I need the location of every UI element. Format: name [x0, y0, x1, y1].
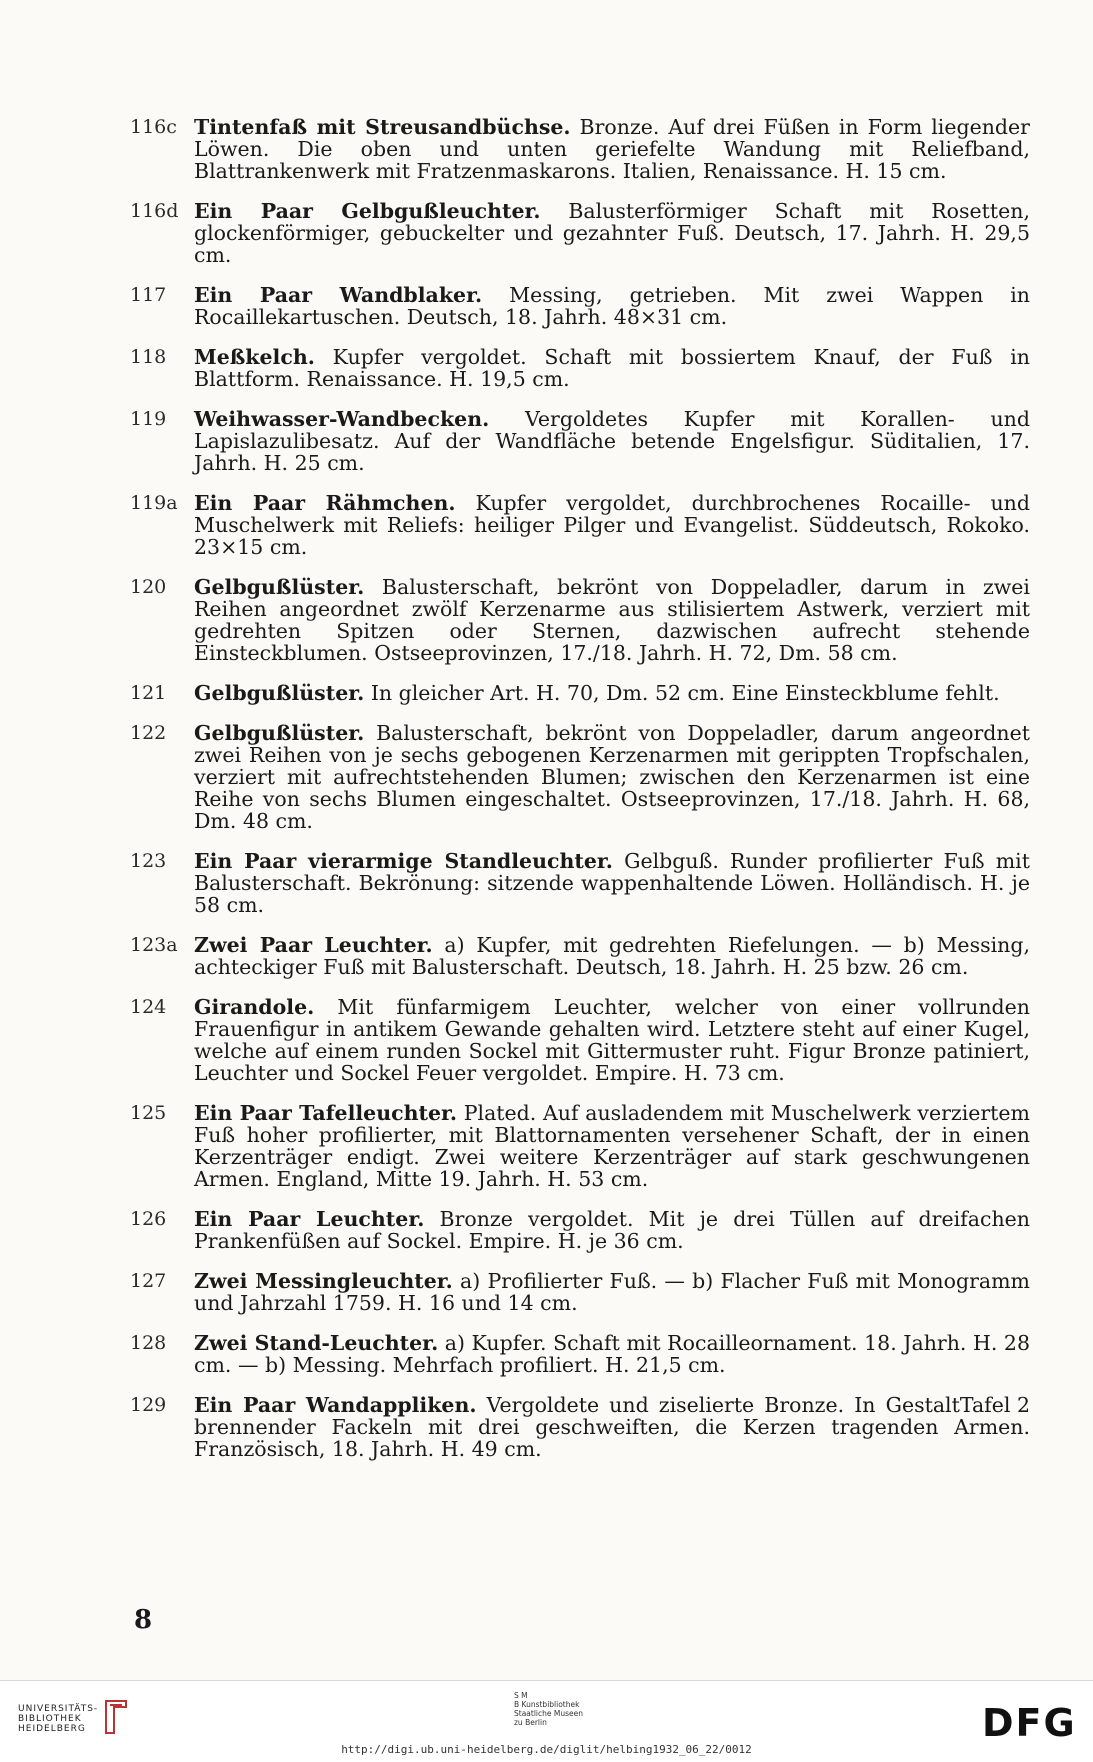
catalog-entry: [130, 346, 1030, 390]
entry-text: Balusterförmiger Schaft mit Rosetten, glockenförmiger, gebuckelter und gezahnter Fuß. Deutsch, 17. Jahrh. H. 29,5 cm.: [194, 199, 1030, 267]
catalog-entry: [130, 408, 1030, 474]
entry-number: 124: [130, 996, 167, 1018]
entry-title: Gelbgußlüster.: [194, 681, 365, 705]
entry-number: 116d: [130, 200, 179, 222]
entry-text: Balusterschaft, bekrönt von Doppeladler, darum angeordnet zwei Reihen von je sechs gebogenen Kerzenarmen mit gerippten Tropfschalen, verziert mit aufrechtstehenden Blumen; zwischen den Kerzenarmen ist eine Reihe von sechs Blumen eingeschaltet. Ostseeprovinzen, 17./18. Jahrh. H. 68, Dm. 48 cm.: [194, 721, 1030, 833]
entry-description: [194, 1208, 1030, 1252]
entry-description: [194, 284, 1030, 328]
entry-description: [194, 722, 1030, 832]
entry-text: Gelbguß. Runder profilierter Fuß mit Balusterschaft. Bekrönung: sitzende wappenhaltende Löwen. Holländisch. H. je 58 cm.: [194, 849, 1030, 917]
catalog-entry: [130, 492, 1030, 558]
entry-number: 120: [130, 576, 167, 598]
entry-text: a) Kupfer. Schaft mit Rocailleornament. 18. Jahrh. H. 28 cm. — b) Messing. Mehrfach profiliert. H. 21,5 cm.: [194, 1331, 1030, 1377]
entry-number: 123a: [130, 934, 178, 956]
catalog-entry: [130, 850, 1030, 916]
entry-title: Ein Paar Gelbgußleuchter.: [194, 199, 541, 223]
entry-title: Tintenfaß mit Streusandbüchse.: [194, 115, 571, 139]
catalog-entry: [130, 576, 1030, 664]
source-url-link[interactable]: http://digi.ub.uni-heidelberg.de/diglit/helbing1932_06_22/0012: [341, 1743, 752, 1756]
entry-number: 119: [130, 408, 167, 430]
entry-description: [194, 408, 1030, 474]
entry-title: Ein Paar vierarmige Standleuchter.: [194, 849, 613, 873]
entry-text: Plated. Auf ausladendem mit Muschelwerk verziertem Fuß hoher profilierter, mit Blattornamenten versehener Schaft, der in einen Kerzenträger endigt. Zwei weitere Kerzenträger auf stark geschwungenen Armen. England, Mitte 19. Jahrh. H. 53 cm.: [194, 1101, 1030, 1191]
entry-description: [194, 996, 1030, 1084]
entry-text: Vergoldete und ziselierte Bronze. In Gestalt brennender Fackeln mit drei geschweiften, die Kerzen tragenden Armen. Französisch, 18. Jahrh. H. 49 cm.: [194, 1393, 1030, 1461]
entry-text: Messing, getrieben. Mit zwei Wappen in Rocaillekartuschen. Deutsch, 18. Jahrh. 48×31 cm.: [194, 283, 1030, 329]
entry-title: Ein Paar Wandappliken.: [194, 1393, 477, 1417]
entry-number: 117: [130, 284, 167, 306]
entry-description: [194, 576, 1030, 664]
dfg-logo: DFG: [982, 1701, 1077, 1745]
entry-number: 121: [130, 682, 167, 704]
entry-description: [194, 346, 1030, 390]
catalog-entries: [130, 116, 1030, 1478]
university-library-label: UNIVERSITÄTS- BIBLIOTHEK HEIDELBERG: [18, 1704, 99, 1734]
entry-description: [194, 682, 1030, 704]
entry-text: Kupfer vergoldet, durchbrochenes Rocaille- und Muschelwerk mit Reliefs: heiliger Pilger und Evangelist. Süddeutsch, Rokoko. 23×15 cm.: [194, 491, 1030, 559]
page-number: 8: [134, 1605, 153, 1635]
entry-title: Gelbgußlüster.: [194, 575, 365, 599]
entry-number: 122: [130, 722, 167, 744]
entry-title: Ein Paar Rähmchen.: [194, 491, 456, 515]
entry-text: Bronze vergoldet. Mit je drei Tüllen auf dreifachen Prankenfüßen auf Sockel. Empire. H. je 36 cm.: [194, 1207, 1030, 1253]
entry-title: Ein Paar Tafelleuchter.: [194, 1101, 458, 1125]
entry-title: Gelbgußlüster.: [194, 721, 365, 745]
entry-description: [194, 1332, 1030, 1376]
entry-description: [194, 1394, 1030, 1460]
entry-number: 118: [130, 346, 167, 368]
entry-number: 126: [130, 1208, 167, 1230]
catalog-entry: [130, 722, 1030, 832]
entry-title: Ein Paar Wandblaker.: [194, 283, 483, 307]
entry-title: Girandole.: [194, 995, 315, 1019]
entry-text: Vergoldetes Kupfer mit Korallen- und Lapislazulibesatz. Auf der Wandfläche betende Engelsfigur. Süditalien, 17. Jahrh. H. 25 cm.: [194, 407, 1030, 475]
entry-number: 125: [130, 1102, 167, 1124]
entry-description: [194, 850, 1030, 916]
entry-text: Bronze. Auf drei Füßen in Form liegender Löwen. Die oben und unten geriefelte Wandung mit Reliefband, Blattrankenwerk mit Fratzenmaskarons. Italien, Renaissance. H. 15 cm.: [194, 115, 1030, 183]
entry-number: 116c: [130, 116, 177, 138]
entry-description: [194, 492, 1030, 558]
entry-title: Weihwasser-Wandbecken.: [194, 407, 490, 431]
entry-number: 128: [130, 1332, 167, 1354]
catalog-entry: [130, 682, 1030, 704]
entry-text: Mit fünfarmigem Leuchter, welcher von einer vollrunden Frauenfigur in antikem Gewande gehalten wird. Letztere steht auf einer Kugel, welche auf einem runden Sockel mit Gittermuster ruht. Figur Bronze patiniert, Leuchter und Sockel Feuer vergoldet. Empire. H. 73 cm.: [194, 995, 1030, 1085]
catalog-entry: [130, 284, 1030, 328]
entry-description: [194, 1102, 1030, 1190]
entry-description: [194, 1270, 1030, 1314]
catalog-entry: [130, 1102, 1030, 1190]
university-logo-icon: [102, 1697, 130, 1737]
entry-number: 129: [130, 1394, 167, 1416]
catalog-entry: [130, 1270, 1030, 1314]
kunstbibliothek-stamp: S M B Kunstbibliothek Staatliche Museen zu Berlin: [514, 1691, 583, 1727]
entry-title: Zwei Messingleuchter.: [194, 1269, 453, 1293]
entry-description: [194, 200, 1030, 266]
catalog-entry: [130, 1332, 1030, 1376]
catalog-entry: [130, 996, 1030, 1084]
entry-title: Zwei Paar Leuchter.: [194, 933, 433, 957]
entry-description: [194, 934, 1030, 978]
footer-bar: [0, 1680, 1093, 1762]
entry-number: 123: [130, 850, 167, 872]
plate-reference: Tafel 2: [959, 1393, 1030, 1417]
entry-description: [194, 116, 1030, 182]
entry-text: In gleicher Art. H. 70, Dm. 52 cm. Eine Einsteckblume fehlt.: [364, 681, 1000, 705]
entry-text: Balusterschaft, bekrönt von Doppeladler, darum in zwei Reihen angeordnet zwölf Kerzenarme aus stilisiertem Astwerk, verziert mit gedrehten Spitzen oder Sternen, dazwischen aufrecht stehende Einsteckblumen. Ostseeprovinzen, 17./18. Jahrh. H. 72, Dm. 58 cm.: [194, 575, 1030, 665]
entry-text: Kupfer vergoldet. Schaft mit bossiertem Knauf, der Fuß in Blattform. Renaissance. H. 19,5 cm.: [194, 345, 1030, 391]
entry-number: 119a: [130, 492, 178, 514]
catalog-entry: [130, 1208, 1030, 1252]
catalog-entry: [130, 934, 1030, 978]
entry-title: Meßkelch.: [194, 345, 315, 369]
entry-title: Zwei Stand-Leuchter.: [194, 1331, 439, 1355]
entry-title: Ein Paar Leuchter.: [194, 1207, 425, 1231]
catalog-entry: [130, 116, 1030, 182]
entry-number: 127: [130, 1270, 167, 1292]
catalog-entry: [130, 1394, 1030, 1460]
entry-text: a) Profilierter Fuß. — b) Flacher Fuß mit Monogramm und Jahrzahl 1759. H. 16 und 14 cm.: [194, 1269, 1030, 1315]
catalog-entry: [130, 200, 1030, 266]
entry-text: a) Kupfer, mit gedrehten Riefelungen. — b) Messing, achteckiger Fuß mit Balusterschaft. Deutsch, 18. Jahrh. H. 25 bzw. 26 cm.: [194, 933, 1031, 979]
